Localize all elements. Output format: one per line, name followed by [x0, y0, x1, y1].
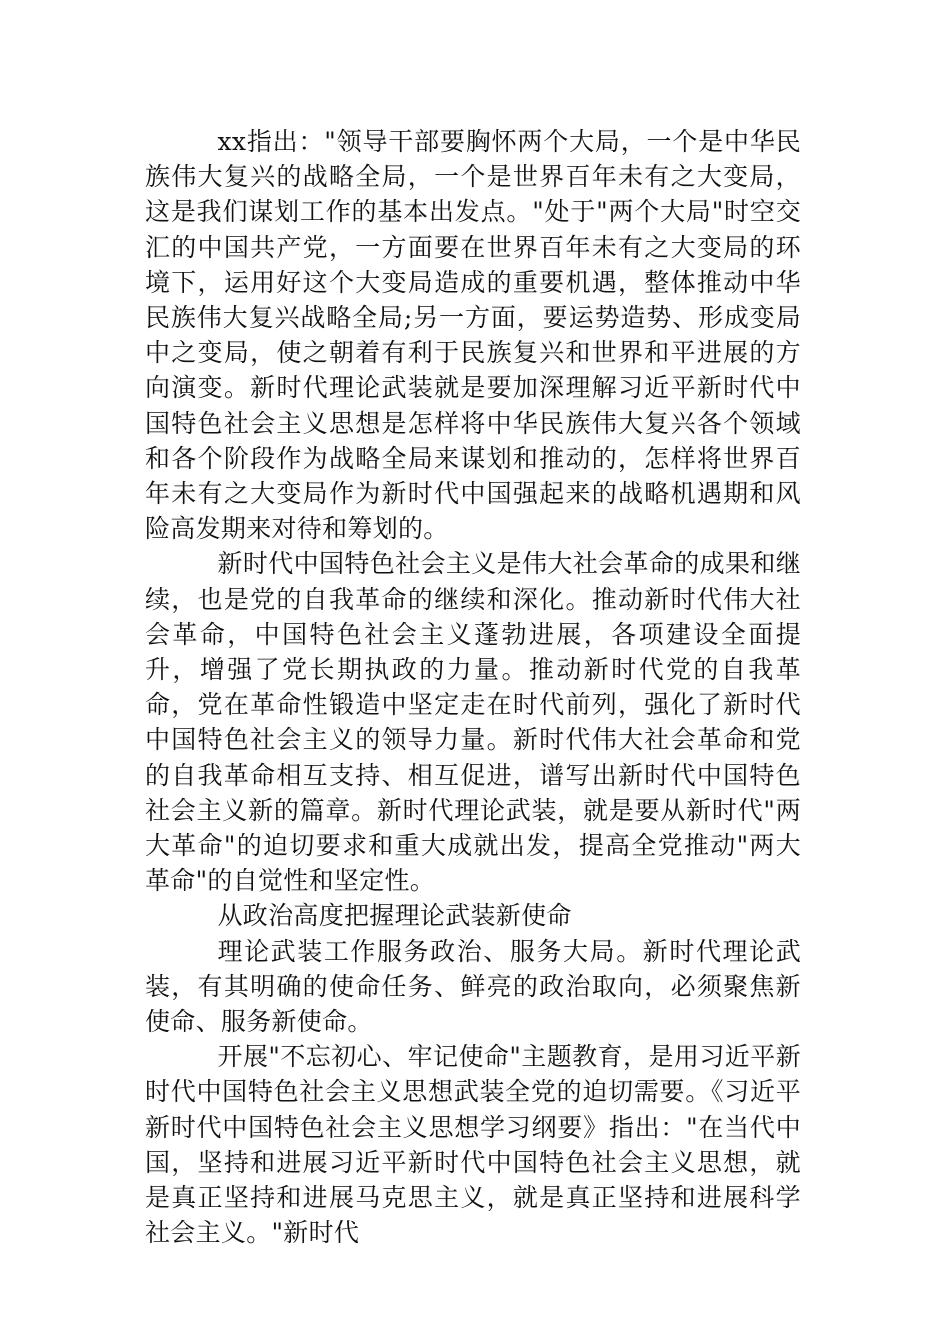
paragraph: xx指出："领导干部要胸怀两个大局，一个是中华民族伟大复兴的战略全局，一个是世界百年未有之大变局，这是我们谋划工作的基本出发点。"处于"两个大局"时空交汇的中国共产党，一方面要在世界百年未有之大变局的环境下，运用好这个大变局造成的重要机遇，整体推动中华民族伟大复兴战略全局;另一方面，要运势造势、形成变局中之变局，使之朝着有利于民族复兴和世界和平进展的方向演变。新时代理论武装就是要加深理解习近平新时代中国特色社会主义思想是怎样将中华民族伟大复兴各个领域和各个阶段作为战略全局来谋划和推动的，怎样将世界百年未有之大变局作为新时代中国强起来的战略机遇期和风险高发期来对待和筹划的。 [145, 127, 801, 544]
paragraph: 理论武装工作服务政治、服务大局。新时代理论武装，有其明确的使命任务、鲜亮的政治取向，必须聚焦新使命、服务新使命。 [145, 936, 801, 1037]
section-heading: 从政治高度把握理论武装新使命 [217, 901, 572, 931]
paragraph: 新时代中国特色社会主义是伟大社会革命的成果和继续，也是党的自我革命的继续和深化。推动新时代伟大社会革命，中国特色社会主义蓬勃进展，各项建设全面提升，增强了党长期执政的力量。推动新时代党的自我革命，党在革命性锻造中坚定走在时代前列，强化了新时代中国特色社会主义的领导力量。新时代伟大社会革命和党的自我革命相互支持、相互促进，谱写出新时代中国特色社会主义新的篇章。新时代理论武装，就是要从新时代"两大革命"的迫切要求和重大成就出发，提高全党推动"两大革命"的自觉性和坚定性。 [145, 549, 801, 896]
document-body [145, 124, 801, 1251]
paragraph: 开展"不忘初心、牢记使命"主题教育，是用习近平新时代中国特色社会主义思想武装全党的迫切需要。《习近平新时代中国特色社会主义思想学习纲要》指出："在当代中国，坚持和进展习近平新时代中国特色社会主义思想，就是真正坚持和进展马克思主义，就是真正坚持和进展科学社会主义。"新时代 [145, 1042, 801, 1248]
